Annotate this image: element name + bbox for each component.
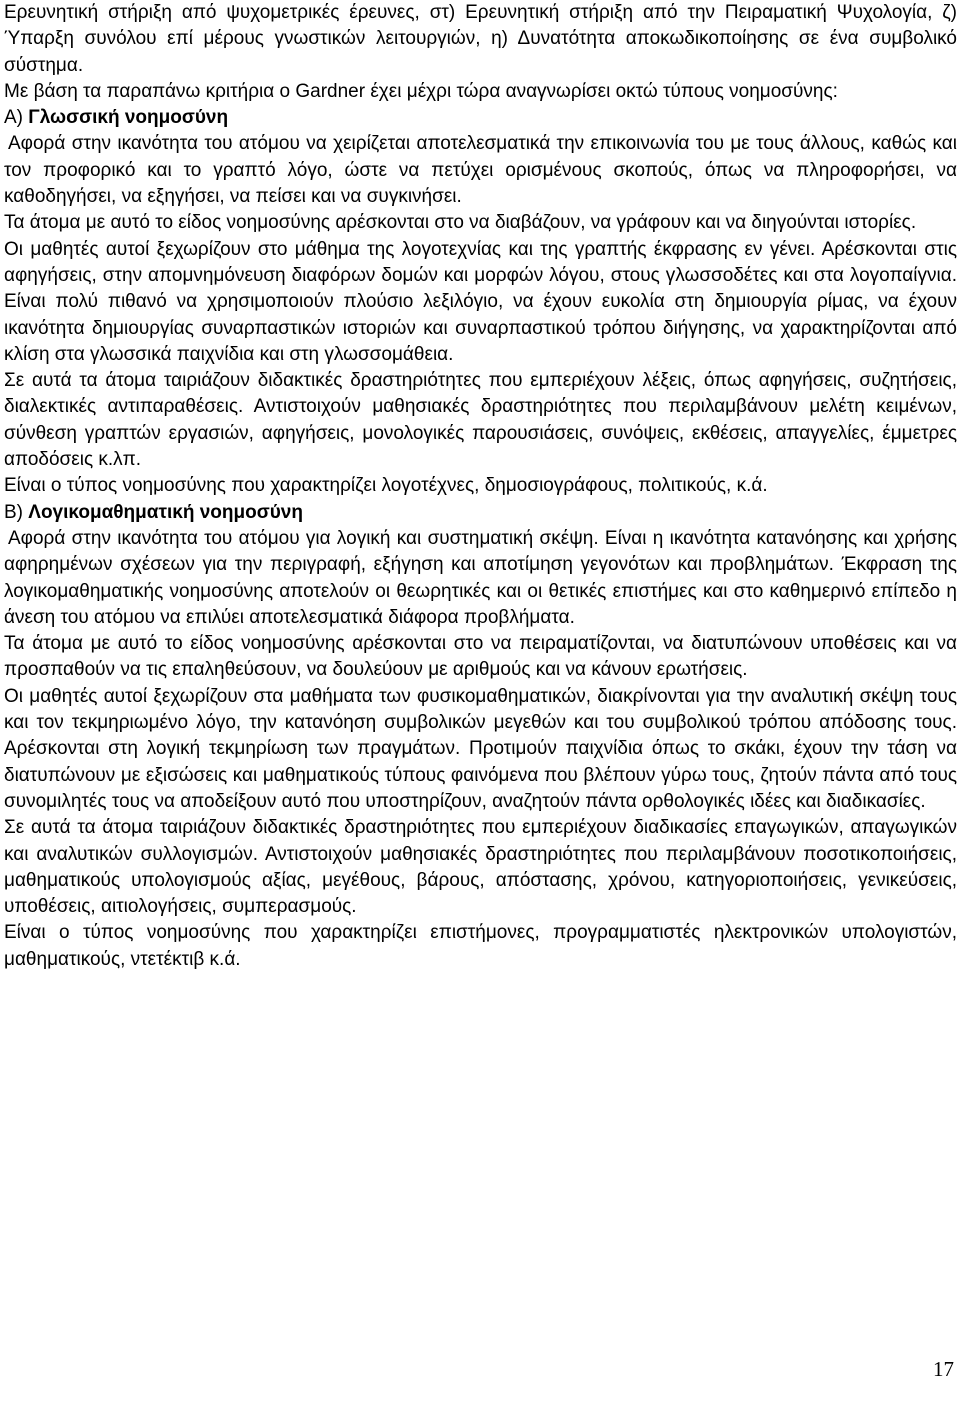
paragraph-gardner-intro: Με βάση τα παραπάνω κριτήρια ο Gardner έχει μέχρι τώρα αναγνωρίσει οκτώ τύπους νοημοσύνης: (4, 80, 838, 102)
section-a-paragraph-2: Τα άτομα με αυτό το είδος νοημοσύνης αρέσκονται στο να διαβάζουν, να γράφουν και να διηγούνται ιστορίες. (4, 212, 917, 234)
section-b-paragraph-5: Είναι ο τύπος νοημοσύνης που χαρακτηρίζει επιστήμονες, προγραμματιστές ηλεκτρονικών υπολογιστών, μαθηματικούς, ντετέκτιβ κ.ά. (4, 922, 957, 970)
section-b-paragraph-1: Αφορά στην ικανότητα του ατόμου για λογική και συστηματική σκέψη. Είναι η ικανότητα κατανόησης και χρήσης αφηρημένων σχέσεων για την περιγραφή, εξήγηση και αποτίμηση γεγονότων και προβλημάτων. Έκφραση της λογικομαθηματικής νοημοσύνης αποτελούν οι θεωρητικές και οι θετικές επιστήμες και στο καθημερινό επίπεδο η άνεση του ατόμου να επιλύει αποτελεσματικά διάφορα προβλήματα. (4, 527, 957, 628)
section-a-title: Γλωσσική νοημοσύνη (28, 107, 229, 129)
section-a-paragraph-5: Είναι ο τύπος νοημοσύνης που χαρακτηρίζει λογοτέχνες, δημοσιογράφους, πολιτικούς, κ.ά. (4, 475, 768, 497)
section-b-label: Β) (4, 501, 29, 523)
section-b-paragraph-3: Οι μαθητές αυτοί ξεχωρίζουν στα μαθήματα των φυσικομαθηματικών, διακρίνονται για την αναλυτική σκέψη τους και τον τεκμηριωμένο λόγο, την κατανόηση συμβολικών μεγεθών και του συμβολικού τρόπου απόδοσης τους. Αρέσκονται στη λογική τεκμηρίωση των πραγμάτων. Προτιμούν παιχνίδια όπως το σκάκι, έχουν την τάση να διατυπώνουν με εξισώσεις και μαθηματικούς τύπους φαινόμενα που βλέπουν γύρω τους, ζητούν πάντα από τους συνομιλητές τους να αποδείξουν αυτό που υποστηρίζουν, αναζητούν πάντα ορθολογικές ιδέες και διαδικασίες. (4, 685, 957, 812)
section-a-paragraph-4: Σε αυτά τα άτομα ταιριάζουν διδακτικές δραστηριότητες που εμπεριέχουν λέξεις, όπως αφηγήσεις, συζητήσεις, διαλεκτικές αντιπαραθέσεις. Αντιστοιχούν μαθησιακές δραστηριότητες που περιλαμβάνουν μελέτη κειμένων, σύνθεση γραπτών εργασιών, αφηγήσεις, μονολογικές παρουσιάσεις, συνόψεις, εκθέσεις, απαγγελίες, έμμετρες αποδόσεις κ.λπ. (4, 370, 957, 471)
paragraph-criteria-continued: Ερευνητική στήριξη από ψυχομετρικές έρευνες, στ) Ερευνητική στήριξη από την Πειραματική Ψυχολογία, ζ) Ύπαρξη συνόλου επί μέρους γνωστικών λειτουργιών, η) Δυνατότητα αποκωδικοποίησης σε ένα συμβολικό σύστημα. (4, 2, 957, 76)
section-a-heading (4, 105, 957, 131)
section-b-paragraph-4: Σε αυτά τα άτομα ταιριάζουν διδακτικές δραστηριότητες που εμπεριέχουν διαδικασίες επαγωγικών, απαγωγικών και αναλυτικών συλλογισμών. Αντιστοιχούν μαθησιακές δραστηριότητες που περιλαμβάνουν ποσοτικοποιήσεις, μαθηματικούς υπολογισμούς αξίας, μεγέθους, βάρους, απόστασης, χρόνου, κατηγοριοποιήσεις, γενικεύσεις, υποθέσεις, αιτιολογήσεις, συμπερασμούς. (4, 817, 957, 918)
section-a-paragraph-1: Αφορά στην ικανότητα του ατόμου να χειρίζεται αποτελεσματικά την επικοινωνία του με τους άλλους, καθώς και τον προφορικό και το γραπτό λόγο, ώστε να πετύχει ορισμένους σκοπούς, όπως να πληροφορήσει, να καθοδηγήσει, να εξηγήσει, να πείσει και να συγκινήσει. (4, 133, 957, 208)
section-a-paragraph-3: Οι μαθητές αυτοί ξεχωρίζουν στο μάθημα της λογοτεχνίας και της γραπτής έκφρασης εν γένει. Αρέσκονται στις αφηγήσεις, στην απομνημόνευση διαφόρων δομών και μορφών λόγου, στους γλωσσοδέτες και στα λογοπαίγνια. Είναι πολύ πιθανό να χρησιμοποιούν πλούσιο λεξιλόγιο, να έχουν ευκολία στη δημιουργία ρίμας, να έχουν ικανότητα δημιουργίας συναρπαστικών ιστοριών και συναρπαστικού τρόπου διήγησης, να χαρακτηρίζονται από κλίση στα γλωσσικά παιχνίδια και στη γλωσσομάθεια. (4, 238, 957, 365)
document-page (4, 0, 957, 973)
page-number: 17 (933, 1357, 954, 1381)
section-b-paragraph-2: Τα άτομα με αυτό το είδος νοημοσύνης αρέσκονται στο να πειραματίζονται, να διατυπώνουν υποθέσεις και να προσπαθούν να τις επαληθεύσουν, να δουλεύουν με αριθμούς και να κάνουν ερωτήσεις. (4, 633, 957, 681)
section-b-title: Λογικομαθηματική νοημοσύνη (28, 501, 303, 523)
section-a-label: Α) (4, 107, 29, 129)
section-b-heading (4, 500, 957, 526)
